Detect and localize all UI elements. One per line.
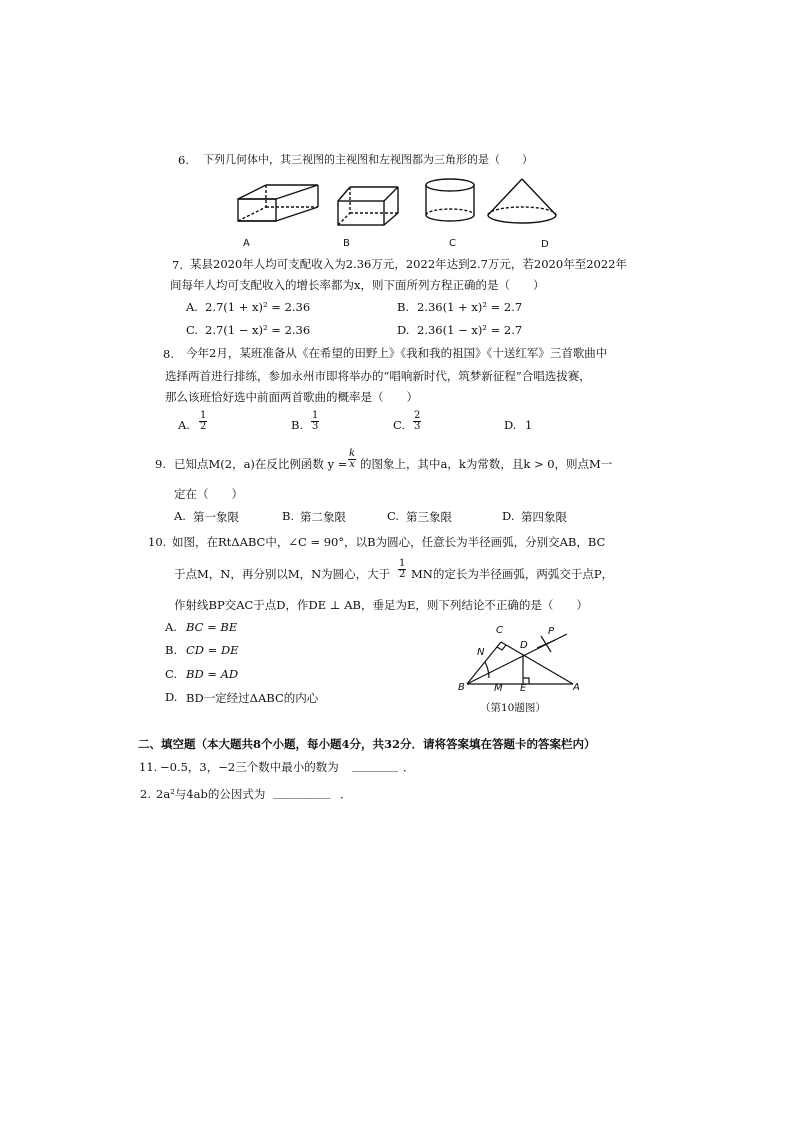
q10-line3: 作射线BP交AC于点D，作DE ⊥ AB，垂足为E，则下列结论不正确的是（ ） (174, 598, 588, 612)
q9-pre: 已知点M(2，a)在反比例函数 y = (174, 457, 348, 471)
q6-stem: 下列几何体中，其三视图的主视图和左视图都为三角形的是（ ） (203, 153, 533, 166)
q6-option-c: C (449, 238, 456, 249)
arc-p2 (537, 640, 555, 648)
q9-option-b-text: 第二象限 (300, 510, 346, 524)
fig-label-n: N (477, 647, 485, 658)
q8-line2: 选择两首进行排练，参加永州市即将举办的“唱响新时代，筑梦新征程”合唱选拔赛， (165, 369, 591, 383)
q7-line1: 某县2020年人均可支配收入为2.36万元，2022年达到2.7万元，若2020年至2022年 (190, 257, 627, 271)
q7-line2: 间每年人均可支配收入的增长率都为x，则下面所列方程正确的是（ ） (170, 278, 545, 292)
q10-fraction: $\frac{1}{2}$ (399, 558, 406, 580)
q7-option-a-letter: A. (186, 300, 198, 314)
q8-option-a-letter: A. (178, 418, 190, 432)
fig-label-p: P (548, 626, 555, 637)
q6-option-b: B (343, 238, 350, 249)
section2-heading: 二、填空题（本大题共8个小题，每小题4分，共32分．请将答案填在答题卡的答案栏内） (138, 737, 596, 751)
q12-blank: __________ (273, 785, 331, 799)
q9-post: 的图象上，其中a，k为常数，且k > 0，则点M一 (360, 457, 613, 471)
q10-option-a-letter: A. (165, 620, 177, 634)
q6-solids-figure (230, 175, 570, 255)
q10-option-b-text: CD = DE (186, 643, 239, 657)
q10-option-a-text: BC = BE (186, 620, 238, 634)
solid-a-prism (238, 185, 318, 221)
fig-label-d: D (520, 640, 528, 651)
q6-option-a: A (243, 238, 250, 249)
arc-mn (485, 662, 489, 678)
q7-option-d-letter: D. (397, 323, 410, 337)
q9-option-c-letter: C. (387, 509, 400, 523)
q7-option-c-letter: C. (186, 323, 199, 337)
q11-end: ． (403, 760, 415, 774)
fig-label-e: E (520, 683, 527, 694)
fig-label-c: C (496, 625, 503, 636)
q11-blank: ________ (352, 758, 398, 772)
q10-option-b-letter: B. (165, 643, 178, 657)
solid-d-cone (488, 179, 556, 223)
q9-option-d-text: 第四象限 (521, 510, 567, 524)
q11-text: −0.5，3，−2三个数中最小的数为 (160, 760, 339, 774)
q7-option-c-text: 2.7(1 − x)² = 2.36 (205, 323, 311, 337)
q9-option-b-letter: B. (282, 509, 295, 523)
solid-c-cylinder (426, 179, 474, 221)
q7-option-b-text: 2.36(1 + x)² = 2.7 (417, 300, 523, 314)
q9-option-c-text: 第三象限 (406, 510, 452, 524)
q10-option-c-letter: C. (165, 667, 178, 681)
q6-option-d: D (541, 239, 549, 250)
q7-option-b-letter: B. (397, 300, 410, 314)
q8-option-b-letter: B. (291, 418, 304, 432)
q8-option-c-fraction: $\frac{2}{3}$ (414, 410, 421, 432)
q10-option-d-text: BD一定经过ΔABC的内心 (186, 691, 319, 705)
q10-line1: 如图，在RtΔABC中，∠C = 90°，以B为圆心，任意长为半径画弧，分别交AB，BC (172, 535, 606, 549)
q7-number: 7. (172, 258, 183, 272)
q9-fraction: $\frac{k}{x}$ (349, 448, 356, 470)
q8-line1: 今年2月，某班准备从《在希望的田野上》《我和我的祖国》《十送红军》三首歌曲中 (186, 346, 608, 360)
solid-b-cube (338, 187, 398, 225)
q9-option-a-text: 第一象限 (193, 510, 239, 524)
q8-option-b-fraction: $\frac{1}{3}$ (312, 410, 319, 432)
q9-line2: 定在（ ） (174, 487, 243, 501)
q10-figure-caption: （第10题图） (480, 702, 546, 714)
q12-end: ． (340, 787, 352, 801)
q8-number: 8. (163, 347, 174, 361)
q10-line2-pre: 于点M，N，再分别以M，N为圆心，大于 (174, 567, 391, 581)
q8-line3: 那么该班恰好选中前面两首歌曲的概率是（ ） (165, 390, 418, 404)
side-ca (501, 642, 573, 684)
q8-option-c-letter: C. (393, 418, 406, 432)
q10-number: 10. (148, 535, 167, 549)
q10-option-c-text: BD = AD (186, 667, 239, 681)
q8-option-a-fraction: $\frac{1}{2}$ (200, 410, 207, 432)
q11-number: 11. (139, 760, 158, 774)
q9-number: 9. (155, 457, 166, 471)
q6-number: 6. (178, 153, 189, 167)
fig-label-m: M (494, 683, 503, 694)
q12-number: 2. (140, 787, 151, 801)
q10-line2-post: MN的定长为半径画弧，两弧交于点P， (411, 567, 614, 581)
q7-option-d-text: 2.36(1 − x)² = 2.7 (417, 323, 523, 337)
q12-text: 2a²与4ab的公因式为 (156, 787, 266, 801)
q10-option-d-letter: D. (165, 690, 178, 704)
q8-option-d-text: 1 (525, 418, 533, 432)
fig-label-b: B (458, 682, 465, 693)
q8-option-d-letter: D. (504, 418, 517, 432)
q9-option-d-letter: D. (502, 509, 515, 523)
q7-option-a-text: 2.7(1 + x)² = 2.36 (205, 300, 311, 314)
fig-label-a: A (573, 682, 580, 693)
q9-option-a-letter: A. (174, 509, 186, 523)
